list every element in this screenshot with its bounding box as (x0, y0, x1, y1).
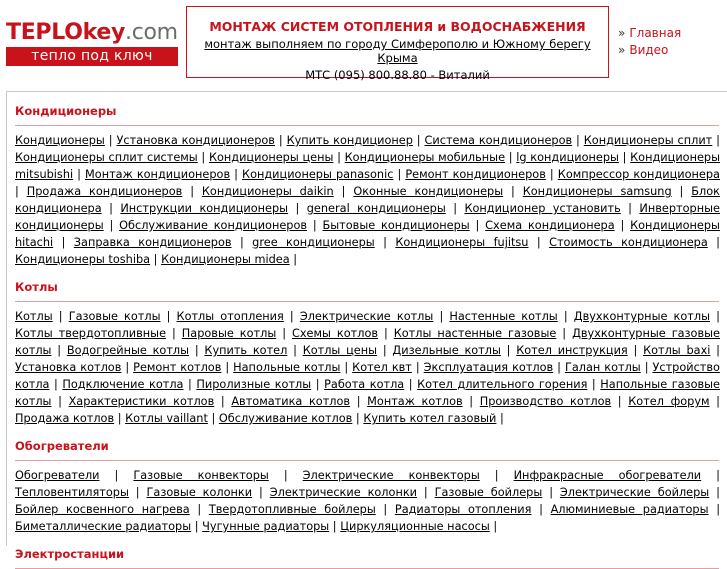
separator: | (197, 151, 209, 164)
separator: | (374, 236, 396, 249)
separator: | (121, 361, 134, 374)
separator: | (311, 378, 325, 391)
category-link[interactable]: Котел инструкция (516, 344, 628, 357)
category-link[interactable]: Инструкции кондиционеры (120, 202, 289, 215)
category-link[interactable]: Котлы твердотопливные (15, 327, 167, 340)
category-section (15, 547, 727, 569)
separator: | (150, 253, 162, 266)
category-link[interactable]: Купить кондиционер (286, 134, 413, 147)
separator: | (15, 185, 27, 198)
category-link[interactable]: Котел квт (352, 361, 412, 374)
separator: | (433, 310, 450, 323)
category-link[interactable]: Твердотопливные бойлеры (208, 503, 376, 516)
separator: | (207, 412, 219, 425)
logo-tagline: тепло под ключ (6, 47, 178, 66)
category-link[interactable]: Пиролизные котлы (196, 378, 312, 391)
category-link[interactable]: Работа котла (324, 378, 405, 391)
category-link[interactable]: Котлы baxi (643, 344, 711, 357)
separator: | (496, 412, 504, 425)
separator: | (189, 344, 205, 357)
category-link[interactable]: Кондиционеры mitsubishi (15, 151, 720, 181)
separator: | (572, 134, 584, 147)
separator: | (709, 395, 720, 408)
separator: | (307, 219, 323, 232)
separator: | (183, 378, 197, 391)
site-logo[interactable] (6, 20, 178, 66)
banner-phone: МТС (095) 800.88.80 - Виталий (305, 68, 490, 82)
category-link[interactable]: Электрические конвекторы (302, 469, 480, 482)
separator: | (51, 344, 67, 357)
category-link[interactable]: Кондиционеры daikin (201, 185, 334, 198)
link-list (15, 132, 720, 268)
separator: | (329, 520, 341, 533)
category-link[interactable]: Чугунные радиаторы (202, 520, 330, 533)
separator: | (611, 395, 629, 408)
category-link[interactable]: Монтаж котлов (367, 395, 463, 408)
separator: | (710, 344, 720, 357)
category-link[interactable]: Оконные кондиционеры (353, 185, 504, 198)
separator: | (128, 486, 147, 499)
separator: | (352, 412, 364, 425)
separator: | (230, 168, 243, 181)
category-link[interactable]: Котлы настенные газовые (393, 327, 557, 340)
link-list (15, 467, 720, 535)
category-link[interactable]: Дизельные котлы (392, 344, 501, 357)
category-link[interactable]: Бойлер косвенного нагрева (15, 503, 190, 516)
logo-part1: TEPLO (6, 20, 83, 45)
separator: | (618, 151, 631, 164)
category-link[interactable]: Схема кондиционера (485, 219, 615, 232)
separator: | (114, 412, 126, 425)
category-link[interactable]: Схемы котлов (291, 327, 379, 340)
logo-part2: key (82, 20, 126, 45)
category-link[interactable]: Котел форум (628, 395, 710, 408)
separator: | (500, 344, 517, 357)
category-link[interactable]: Настенные котлы (449, 310, 558, 323)
category-link[interactable]: Устройство котла (15, 361, 720, 391)
separator: | (333, 151, 345, 164)
category-link[interactable]: Кондиционер установить (464, 202, 621, 215)
separator: | (252, 486, 270, 499)
category-link[interactable]: Производство котлов (479, 395, 612, 408)
category-link[interactable]: Кондиционеры midea (161, 253, 290, 266)
category-link[interactable]: Ремонт котлов (133, 361, 222, 374)
separator: | (189, 503, 209, 516)
separator: | (287, 344, 303, 357)
separator: | (411, 361, 424, 374)
category-link[interactable]: Купить котел (204, 344, 288, 357)
category-link[interactable]: Напольные котлы (233, 361, 341, 374)
category-link[interactable]: Блок кондиционера (15, 185, 720, 215)
category-link[interactable]: Двухконтурные газовые котлы (15, 327, 720, 357)
separator: | (73, 168, 86, 181)
separator: | (707, 236, 720, 249)
category-link[interactable]: Обслуживание кондиционеров (119, 219, 308, 232)
separator: | (404, 378, 418, 391)
header (0, 0, 727, 90)
category-link[interactable]: Котлы vaillant (125, 412, 208, 425)
separator: | (620, 202, 640, 215)
category-link[interactable]: Обогреватели (15, 469, 100, 482)
category-link[interactable]: Компрессор кондиционера (557, 168, 720, 181)
separator: | (104, 134, 117, 147)
separator: | (191, 520, 203, 533)
category-link[interactable]: Автоматика котлов (231, 395, 351, 408)
category-link[interactable]: Электрические колонки (269, 486, 417, 499)
category-link[interactable]: Кондиционеры сплит (583, 134, 713, 147)
separator: | (671, 185, 692, 198)
category-link[interactable]: Стоимость кондиционера (549, 236, 708, 249)
category-link[interactable]: gree кондиционеры (252, 236, 375, 249)
category-link[interactable]: Продажа котлов (15, 412, 115, 425)
separator: | (557, 310, 574, 323)
separator: | (51, 395, 69, 408)
category-link[interactable]: Напольные газовые котлы (15, 378, 721, 408)
separator: | (542, 486, 560, 499)
separator: | (375, 503, 395, 516)
separator: | (710, 310, 720, 323)
separator: | (462, 395, 480, 408)
separator: | (289, 253, 298, 266)
separator: | (274, 134, 287, 147)
separator: | (553, 361, 565, 374)
nav-link-home[interactable]: Главная (629, 26, 682, 40)
separator: | (417, 486, 435, 499)
category-link[interactable]: Кондиционеры fujitsu (395, 236, 529, 249)
separator: | (283, 310, 300, 323)
category-link[interactable]: Водогрейные котлы (66, 344, 190, 357)
separator: | (52, 310, 69, 323)
category-link[interactable]: Инверторные кондиционеры (15, 202, 720, 232)
separator: | (614, 219, 631, 232)
separator: | (528, 236, 550, 249)
category-link[interactable]: Монтаж кондиционеров (85, 168, 231, 181)
separator: | (182, 185, 202, 198)
banner-title: МОНТАЖ СИСТЕМ ОТОПЛЕНИЯ и ВОДОСНАБЖЕНИЯ (209, 19, 586, 34)
separator: | (49, 378, 63, 391)
category-link[interactable]: Установка кондиционеров (116, 134, 275, 147)
separator: | (101, 202, 121, 215)
category-link[interactable]: Галан котлы (564, 361, 641, 374)
separator: | (103, 219, 120, 232)
link-list (15, 308, 720, 427)
section-title: Обогреватели (15, 439, 719, 461)
category-link[interactable]: Подключение котла (62, 378, 184, 391)
category-link[interactable]: Котлы отопления (176, 310, 284, 323)
ad-banner (186, 6, 609, 82)
category-link[interactable]: Инфракрасные обогреватели (513, 469, 702, 482)
category-link[interactable]: Газовые конвекторы (133, 469, 269, 482)
category-link[interactable]: Кондиционеры мобильные (344, 151, 506, 164)
category-link[interactable]: Обслуживание котлов (218, 412, 353, 425)
nav-item-home (618, 25, 681, 42)
category-link[interactable]: Тепловентиляторы (15, 486, 129, 499)
category-link[interactable]: lg кондиционеры (516, 151, 619, 164)
separator: | (166, 327, 182, 340)
category-link[interactable]: Котлы цены (302, 344, 378, 357)
category-link[interactable]: Котлы (15, 310, 53, 323)
category-link[interactable]: Двухконтурные котлы (573, 310, 711, 323)
separator: | (276, 327, 292, 340)
separator: | (701, 469, 720, 482)
category-link[interactable]: general кондиционеры (306, 202, 446, 215)
logo-part3: .com (125, 20, 178, 45)
separator: | (160, 310, 177, 323)
category-link[interactable]: Циркуляционные насосы (340, 520, 490, 533)
category-link[interactable]: Алюминиевые радиаторы (550, 503, 709, 516)
separator: | (214, 395, 232, 408)
category-link[interactable]: Котел длительного горения (417, 378, 588, 391)
category-link[interactable]: Продажа кондиционеров (26, 185, 183, 198)
separator: | (545, 168, 558, 181)
category-link[interactable]: Электрические бойлеры (559, 486, 710, 499)
category-link[interactable]: Электрические котлы (299, 310, 434, 323)
separator: | (708, 503, 720, 516)
category-link[interactable]: Кондиционеры цены (208, 151, 334, 164)
category-link[interactable]: Ремонт кондиционеров (405, 168, 546, 181)
category-link[interactable]: Установка котлов (15, 361, 122, 374)
separator: | (712, 134, 720, 147)
separator: | (627, 344, 644, 357)
category-link[interactable]: Кондиционеры hitachi (15, 219, 720, 249)
separator: | (531, 503, 551, 516)
separator: | (393, 168, 406, 181)
separator: | (377, 344, 393, 357)
separator: | (268, 469, 303, 482)
category-link[interactable]: Паровые котлы (181, 327, 277, 340)
section-title: Электростанции (15, 547, 719, 569)
category-link[interactable]: Кондиционеры (15, 134, 105, 147)
category-link[interactable]: Характеристики котлов (68, 395, 215, 408)
category-link[interactable]: Система кондиционеров (424, 134, 573, 147)
separator: | (288, 202, 307, 215)
separator: | (333, 185, 354, 198)
bullet-icon: » (618, 43, 626, 57)
separator: | (489, 520, 498, 533)
category-link[interactable]: Кондиционеры samsung (522, 185, 672, 198)
separator: | (340, 361, 353, 374)
category-link[interactable]: Газовые бойлеры (434, 486, 543, 499)
separator: | (469, 219, 486, 232)
section-title: Кондиционеры (15, 104, 719, 126)
category-link[interactable]: Эксплуатация котлов (423, 361, 554, 374)
separator: | (231, 236, 253, 249)
category-link[interactable]: Биметаллические радиаторы (15, 520, 192, 533)
separator: | (503, 185, 523, 198)
category-link[interactable]: Купить котел газовый (363, 412, 497, 425)
section-title: Котлы (15, 280, 719, 302)
separator: | (709, 486, 720, 499)
category-link[interactable]: Газовые котлы (68, 310, 161, 323)
category-link[interactable]: Бытовые кондиционеры (322, 219, 470, 232)
category-link[interactable]: Заправка кондиционеров (73, 236, 232, 249)
separator: | (412, 134, 425, 147)
category-section (15, 104, 727, 268)
separator: | (479, 469, 514, 482)
separator: | (221, 361, 234, 374)
separator: | (350, 395, 368, 408)
nav-item-video (618, 42, 681, 59)
category-section (15, 439, 727, 535)
separator: | (640, 361, 653, 374)
category-link[interactable]: Кондиционеры panasonic (242, 168, 394, 181)
separator: | (53, 236, 74, 249)
separator: | (445, 202, 465, 215)
separator: | (556, 327, 573, 340)
nav-link-video[interactable]: Видео (629, 43, 669, 57)
bullet-icon: » (618, 26, 626, 40)
category-link[interactable]: Кондиционеры сплит системы (15, 151, 198, 164)
category-link[interactable]: Радиаторы отопления (394, 503, 532, 516)
banner-subtitle[interactable]: монтаж выполняем по городу Симферополю и Южному берегу Крыма (204, 37, 591, 65)
category-link[interactable]: Газовые колонки (146, 486, 253, 499)
category-link[interactable]: Кондиционеры toshiba (15, 253, 151, 266)
separator: | (99, 469, 134, 482)
separator: | (587, 378, 601, 391)
main-content (6, 91, 727, 561)
category-section (15, 280, 727, 427)
top-nav (618, 25, 681, 59)
logo-title (6, 20, 178, 46)
separator: | (378, 327, 394, 340)
separator: | (505, 151, 517, 164)
